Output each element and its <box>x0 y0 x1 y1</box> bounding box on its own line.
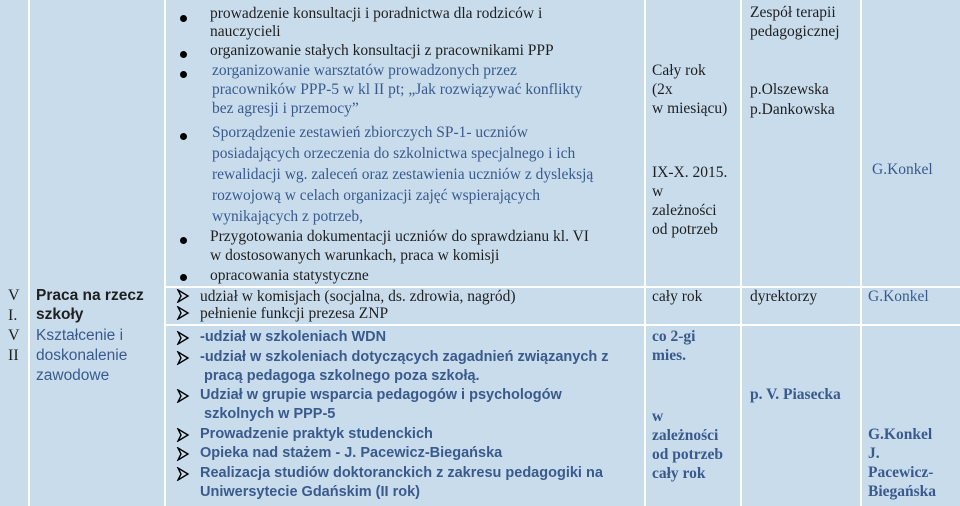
arrow-bullet-icon <box>176 428 190 442</box>
task-line: pracą pedagoga szkolnego poza szkołą. <box>204 368 480 384</box>
resp-line: pedagogicznej <box>750 23 840 40</box>
upper-tasks-cell <box>166 0 644 286</box>
lower-resp-cell <box>742 326 860 506</box>
upper-time-cell <box>646 0 740 286</box>
task-line: wynikających z potrzeb, <box>212 208 364 225</box>
area-title-line-1: Praca na rzecz <box>36 287 144 304</box>
coord-line: Pacewicz- <box>868 464 934 481</box>
task-line: pełnienie funkcji prezesa ZNP <box>200 305 389 322</box>
arrow-bullet-icon <box>176 467 190 481</box>
time-line: (2x <box>652 81 673 98</box>
task-line: nauczycieli <box>210 23 281 40</box>
resp-line: Zespół terapii <box>750 4 836 21</box>
resp-text: p. V. Piasecka <box>750 386 841 403</box>
time-line: Cały rok <box>652 62 706 79</box>
bullet <box>180 274 187 281</box>
area-subtitle-line-1: Kształcenie i <box>36 327 124 344</box>
task-line: Sporządzenie zestawień zbiorczych SP-1- uczniów <box>212 124 528 141</box>
row-number-ii: II <box>8 347 19 364</box>
task-line: prowadzenie konsultacji i poradnictwa dla rodziców i <box>210 5 543 22</box>
task-line: udział w komisjach (socjalna, ds. zdrowia, nagród) <box>200 288 516 305</box>
row-number-i: I. <box>8 307 18 324</box>
lower-tasks-cell <box>166 326 644 506</box>
mid-coord-cell <box>862 288 960 324</box>
time-line: mies. <box>652 347 687 364</box>
mid-tasks-cell <box>166 288 644 324</box>
bullet <box>180 133 187 140</box>
coord-name: G.Konkel <box>868 288 929 305</box>
task-line: -udział w szkoleniach WDN <box>200 329 387 345</box>
time-line: w <box>652 183 664 200</box>
task-line: rewalidacji wg. zaleceń oraz zestawienia uczniów z dysleksją <box>212 166 594 183</box>
resp-line: p.Dankowska <box>750 101 835 118</box>
task-line: rozwojową w celach organizacji zajęć wspierających <box>212 187 541 204</box>
bullet <box>180 237 187 244</box>
task-line: Uniwersytecie Gdańskim (II rok) <box>200 484 420 500</box>
task-line: Udział w grupie wsparcia pedagogów i psychologów <box>200 387 562 403</box>
coord-line: Biegańska <box>868 483 937 500</box>
time-line: IX-X. 2015. <box>652 164 728 181</box>
task-line: Opieka nad stażem - J. Pacewicz-Biegańska <box>200 445 503 461</box>
area-title-line-2: szkoły <box>36 306 84 323</box>
mid-resp-cell <box>742 288 860 324</box>
arrow-bullet-icon <box>176 306 190 320</box>
time-line: co 2-gi <box>652 328 696 345</box>
time-line: zależności <box>652 427 719 444</box>
time-line: od potrzeb <box>652 446 724 463</box>
row-number-v2: V <box>8 327 20 344</box>
task-line: Przygotowania dokumentacji uczniów do sprawdzianu kl. VI <box>210 228 589 245</box>
task-line: Prowadzenie praktyk studenckich <box>200 426 433 442</box>
area-subtitle-line-3: zawodowe <box>36 367 110 384</box>
time-line: od potrzeb <box>652 221 718 238</box>
lower-time-cell <box>646 326 740 506</box>
task-line: w dostosowanych warunkach, praca w komisji <box>210 247 500 264</box>
arrow-bullet-icon <box>176 289 190 303</box>
time-line: w <box>652 408 664 425</box>
arrow-bullet-icon <box>176 389 190 403</box>
upper-coord-cell <box>862 0 960 286</box>
time-line: cały rok <box>652 465 706 482</box>
mid-time-cell <box>646 288 740 324</box>
task-line: posiadających orzeczenia do szkolnictwa specjalnego i ich <box>212 145 576 162</box>
arrow-bullet-icon <box>176 331 190 345</box>
area-cell <box>30 0 164 506</box>
time-line: zależności <box>652 202 717 219</box>
bullet <box>180 51 187 58</box>
row-number-v: V <box>8 287 20 304</box>
bullet <box>180 71 187 78</box>
task-line: opracowania statystyczne <box>210 267 369 284</box>
task-line: szkolnych w PPP-5 <box>204 406 336 422</box>
arrow-bullet-icon <box>176 351 190 365</box>
lower-coord-cell <box>862 326 960 506</box>
coord-line: J. <box>868 445 880 462</box>
task-line: pracowników PPP-5 w kl II pt; „Jak rozwiązywać konflikty <box>212 81 583 98</box>
task-line: bez agresji i przemocy” <box>212 100 359 117</box>
time-line: w miesiącu) <box>652 100 728 117</box>
arrow-bullet-icon <box>176 447 190 461</box>
task-line: zorganizowanie warsztatów prowadzonych przez <box>212 62 517 79</box>
time-text: cały rok <box>652 288 703 305</box>
bullet <box>180 15 187 22</box>
row-number-cell <box>0 0 28 506</box>
resp-text: dyrektorzy <box>750 288 818 305</box>
coord-name: G.Konkel <box>872 161 933 178</box>
task-line: Realizacja studiów doktoranckich z zakresu pedagogiki na <box>200 465 603 481</box>
resp-line: p.Olszewska <box>750 81 829 98</box>
area-subtitle-line-2: doskonalenie <box>36 347 128 364</box>
task-line: -udział w szkoleniach dotyczących zagadnień związanych z <box>200 349 609 365</box>
coord-line: G.Konkel <box>868 426 933 443</box>
upper-resp-cell <box>742 0 860 286</box>
task-line: organizowanie stałych konsultacji z pracownikami PPP <box>210 42 554 59</box>
